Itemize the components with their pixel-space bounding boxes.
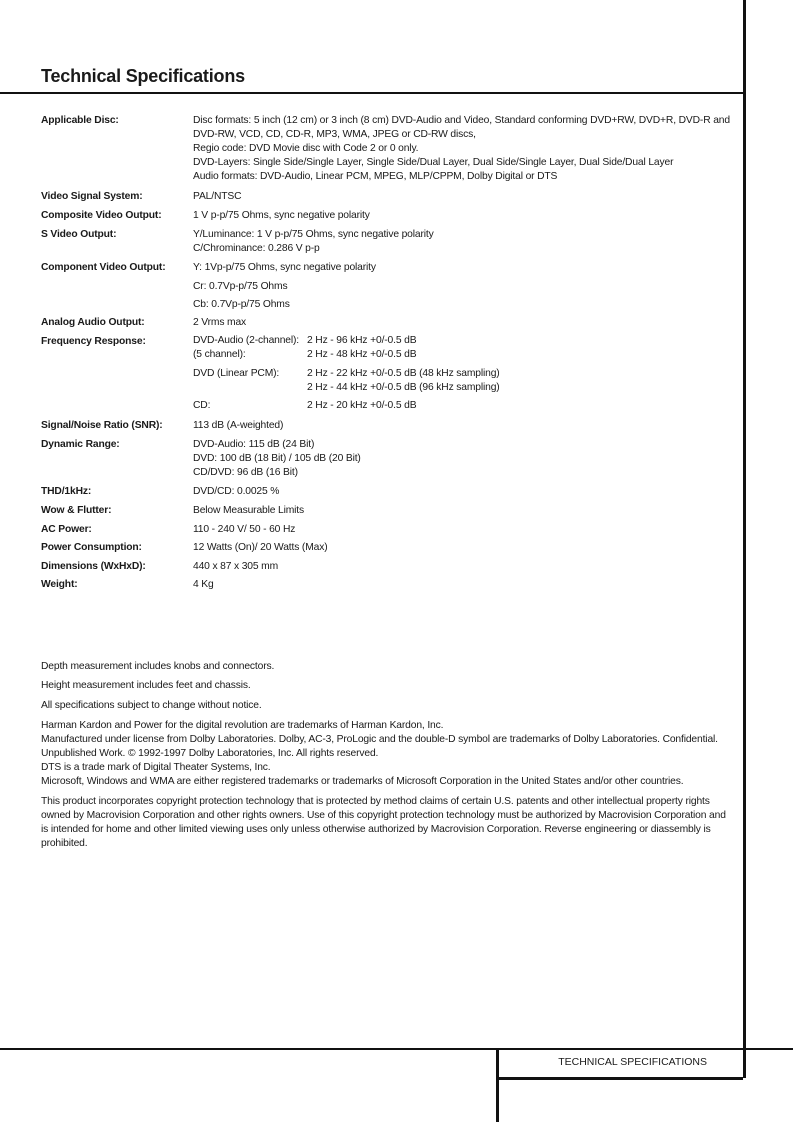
right-margin-rule xyxy=(743,0,746,1078)
freq-source: DVD (Linear PCM): xyxy=(193,368,280,379)
trademark-line: Harman Kardon and Power for the digital revolution are trademarks of Harman Kardon, Inc. xyxy=(41,720,444,731)
macrovision-line: owned by Macrovision Corporation and other rights owners. Use of this copyright protection technology must be authorized by Macrovision Corporation and xyxy=(41,810,726,821)
freq-value: 2 Hz - 96 kHz +0/-0.5 dB xyxy=(307,335,417,346)
spec-label: Applicable Disc: xyxy=(41,115,119,126)
spec-value-line: CD/DVD: 96 dB (16 Bit) xyxy=(193,467,298,478)
spec-label: Dynamic Range: xyxy=(41,439,120,450)
spec-value-line: C/Chrominance: 0.286 V p-p xyxy=(193,243,320,254)
freq-source: (5 channel): xyxy=(193,349,246,360)
spec-value-line: DVD: 100 dB (18 Bit) / 105 dB (20 Bit) xyxy=(193,453,361,464)
spec-value: DVD/CD: 0.0025 % xyxy=(193,486,280,497)
spec-label: S Video Output: xyxy=(41,229,117,240)
spec-value-line: Disc formats: 5 inch (12 cm) or 3 inch (8 cm) DVD-Audio and Video, Standard conforming DVD+RW, DVD+R, DVD-R and xyxy=(193,115,730,126)
spec-label: AC Power: xyxy=(41,524,92,535)
spec-value: 4 Kg xyxy=(193,579,214,590)
note-macrovision xyxy=(41,795,731,851)
spec-value xyxy=(193,259,376,315)
spec-label: Dimensions (WxHxD): xyxy=(41,561,146,572)
spec-value-line: Y: 1Vp-p/75 Ohms, sync negative polarity xyxy=(193,262,376,273)
spec-value: 2 Vrms max xyxy=(193,317,247,328)
trademark-line: Unpublished Work. © 1992-1997 Dolby Laboratories, Inc. All rights reserved. xyxy=(41,748,379,759)
spec-value: 113 dB (A-weighted) xyxy=(193,420,284,431)
spec-label: Component Video Output: xyxy=(41,262,166,273)
freq-value: 2 Hz - 44 kHz +0/-0.5 dB (96 kHz sampling) xyxy=(307,382,500,393)
spec-label: Analog Audio Output: xyxy=(41,317,145,328)
spec-value-line: Cr: 0.7Vp-p/75 Ohms xyxy=(193,280,288,292)
spec-value: Below Measurable Limits xyxy=(193,505,305,516)
spec-value-line: DVD-RW, VCD, CD, CD-R, MP3, WMA, JPEG or CD-RW discs, xyxy=(193,129,476,140)
spec-value: 1 V p-p/75 Ohms, sync negative polarity xyxy=(193,210,370,221)
spec-value-line: DVD-Layers: Single Side/Single Layer, Single Side/Dual Layer, Dual Side/Single Layer, Dual Side/Dual Layer xyxy=(193,157,674,168)
spec-label: Weight: xyxy=(41,579,78,590)
spec-label: Power Consumption: xyxy=(41,542,142,553)
spec-value: 440 x 87 x 305 mm xyxy=(193,561,279,572)
footer-section-label: TECHNICAL SPECIFICATIONS xyxy=(558,1056,707,1068)
footer-box xyxy=(499,1050,743,1080)
spec-value xyxy=(193,228,434,256)
macrovision-line: This product incorporates copyright protection technology that is protected by method claims of certain U.S. patents and other intellectual property rights xyxy=(41,796,710,807)
spec-value-line: Cb: 0.7Vp-p/75 Ohms xyxy=(193,299,290,310)
spec-value-line: Y/Luminance: 1 V p-p/75 Ohms, sync negative polarity xyxy=(193,229,434,240)
spec-value-line: Regio code: DVD Movie disc with Code 2 or 0 only. xyxy=(193,143,419,154)
spec-value-line: Audio formats: DVD-Audio, Linear PCM, MPEG, MLP/CPPM, Dolby Digital or DTS xyxy=(193,171,558,182)
freq-source: CD: xyxy=(193,400,211,411)
macrovision-line: prohibited. xyxy=(41,838,88,849)
spec-label: Signal/Noise Ratio (SNR): xyxy=(41,420,163,431)
note-depth: Depth measurement includes knobs and connectors. xyxy=(41,661,275,672)
title-divider xyxy=(0,92,745,94)
spec-label: Composite Video Output: xyxy=(41,210,162,221)
note-trademarks xyxy=(41,719,731,789)
spec-value xyxy=(193,114,730,184)
trademark-line: DTS is a trade mark of Digital Theater Systems, Inc. xyxy=(41,762,271,773)
spec-value-line: DVD-Audio: 115 dB (24 Bit) xyxy=(193,439,315,450)
page-title: Technical Specifications xyxy=(41,66,245,86)
spec-value xyxy=(193,438,361,480)
freq-value: 2 Hz - 20 kHz +0/-0.5 dB xyxy=(307,400,417,411)
freq-source: DVD-Audio (2-channel): xyxy=(193,335,300,346)
macrovision-line: is intended for home and other limited viewing uses only unless otherwise authorized by Macrovision Corporation. Reverse engineering or diassembly is xyxy=(41,824,711,835)
spec-label: Frequency Response: xyxy=(41,336,146,347)
trademark-line: Manufactured under license from Dolby Laboratories. Dolby, AC-3, ProLogic and the double-D symbol are trademarks of Dolby Laboratories. Confidential. xyxy=(41,734,718,745)
freq-value: 2 Hz - 48 kHz +0/-0.5 dB xyxy=(307,349,417,360)
note-height: Height measurement includes feet and chassis. xyxy=(41,680,251,691)
note-change: All specifications subject to change without notice. xyxy=(41,700,262,711)
spec-value: 12 Watts (On)/ 20 Watts (Max) xyxy=(193,542,328,553)
spec-applicable-disc xyxy=(41,114,741,186)
spec-value: PAL/NTSC xyxy=(193,191,242,202)
spec-label: Wow & Flutter: xyxy=(41,505,112,516)
spec-label: Video Signal System: xyxy=(41,191,143,202)
spec-label: THD/1kHz: xyxy=(41,486,92,497)
freq-value: 2 Hz - 22 kHz +0/-0.5 dB (48 kHz sampling) xyxy=(307,368,500,379)
spec-value: 110 - 240 V/ 50 - 60 Hz xyxy=(193,524,296,535)
trademark-line: Microsoft, Windows and WMA are either registered trademarks or trademarks of Microsoft Corporation in the United States and/or other countries. xyxy=(41,776,684,787)
